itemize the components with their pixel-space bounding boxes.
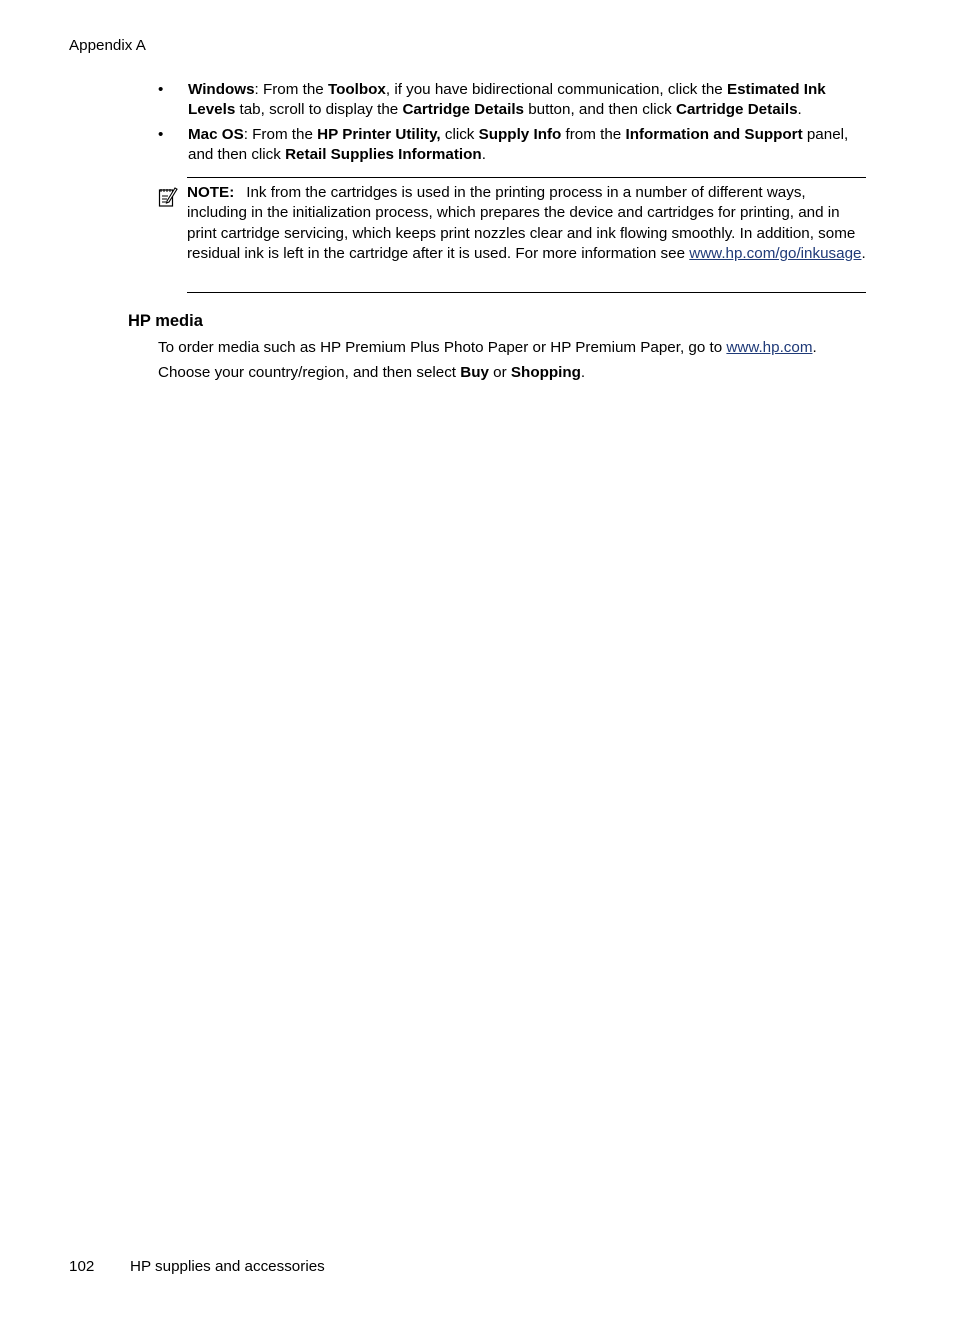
bullet-item-windows [158,80,870,121]
footer-title: HP supplies and accessories [130,1258,325,1275]
text-run: from the [561,126,626,144]
section-title: HP media [128,312,203,330]
bold-term: Cartridge Details [675,101,798,119]
text-run: . [481,146,486,164]
page-footer [69,1257,325,1277]
bold-term: Cartridge Details [402,101,524,119]
text-run: button, and then click [524,101,676,119]
bullet-text [188,126,848,163]
bold-term: Windows [188,81,255,98]
bold-term: Shopping [510,364,581,381]
text-run: . [812,339,817,356]
bold-term: Supply Info [478,126,562,144]
text-run: . [580,364,586,381]
text-run: : From the [243,126,318,144]
note-pad-icon [158,186,178,208]
section-paragraph-2 [158,363,585,383]
bullet-dot: • [158,126,164,144]
bullet-text [188,81,826,118]
bold-term: Retail Supplies Information [285,146,482,164]
note-text: Ink from the cartridges is used in the printing process in a number of different ways, including in the initialization process, which prepares the device and cartridges for printing, and in print cartridge servicing, which keeps print nozzles clear and ink flowing smoothly. In addition, some residual ink is left in the cartridge after it is used. For more information see [187,184,856,262]
text-run: tab, scroll to display the [235,101,403,119]
text-run: panel, and then click [188,126,849,164]
text-run: To order media such as HP Premium Plus Photo Paper or HP Premium Paper, go to [158,339,727,356]
bullet-list [158,80,870,170]
bold-term: HP Printer Utility, [317,126,441,144]
page-number: 102 [69,1258,95,1275]
text-run: click [440,126,479,144]
bullet-item-mac-os [158,125,870,166]
note-box [187,177,866,293]
bold-term: Mac OS [188,126,244,144]
text-run: . [797,101,802,119]
bold-term: Information and Support [625,126,803,144]
section-paragraph [158,338,878,358]
text-run: or [488,364,511,381]
bold-term: Estimated Ink Levels [188,81,826,119]
running-head: Appendix A [69,37,146,54]
inkusage-link[interactable]: www.hp.com/go/inkusage [689,244,862,262]
hp-com-link[interactable]: www.hp.com [726,339,813,356]
bullet-dot: • [158,81,164,98]
text-run: , if you have bidirectional communication, click the [385,81,727,98]
note-label: NOTE: [187,184,235,201]
note-end: . [861,244,866,262]
text-run: Choose your country/region, and then select [158,364,461,381]
bold-term: Buy [460,364,489,381]
text-run: : From the [254,81,328,98]
bold-term: Toolbox [327,81,386,98]
